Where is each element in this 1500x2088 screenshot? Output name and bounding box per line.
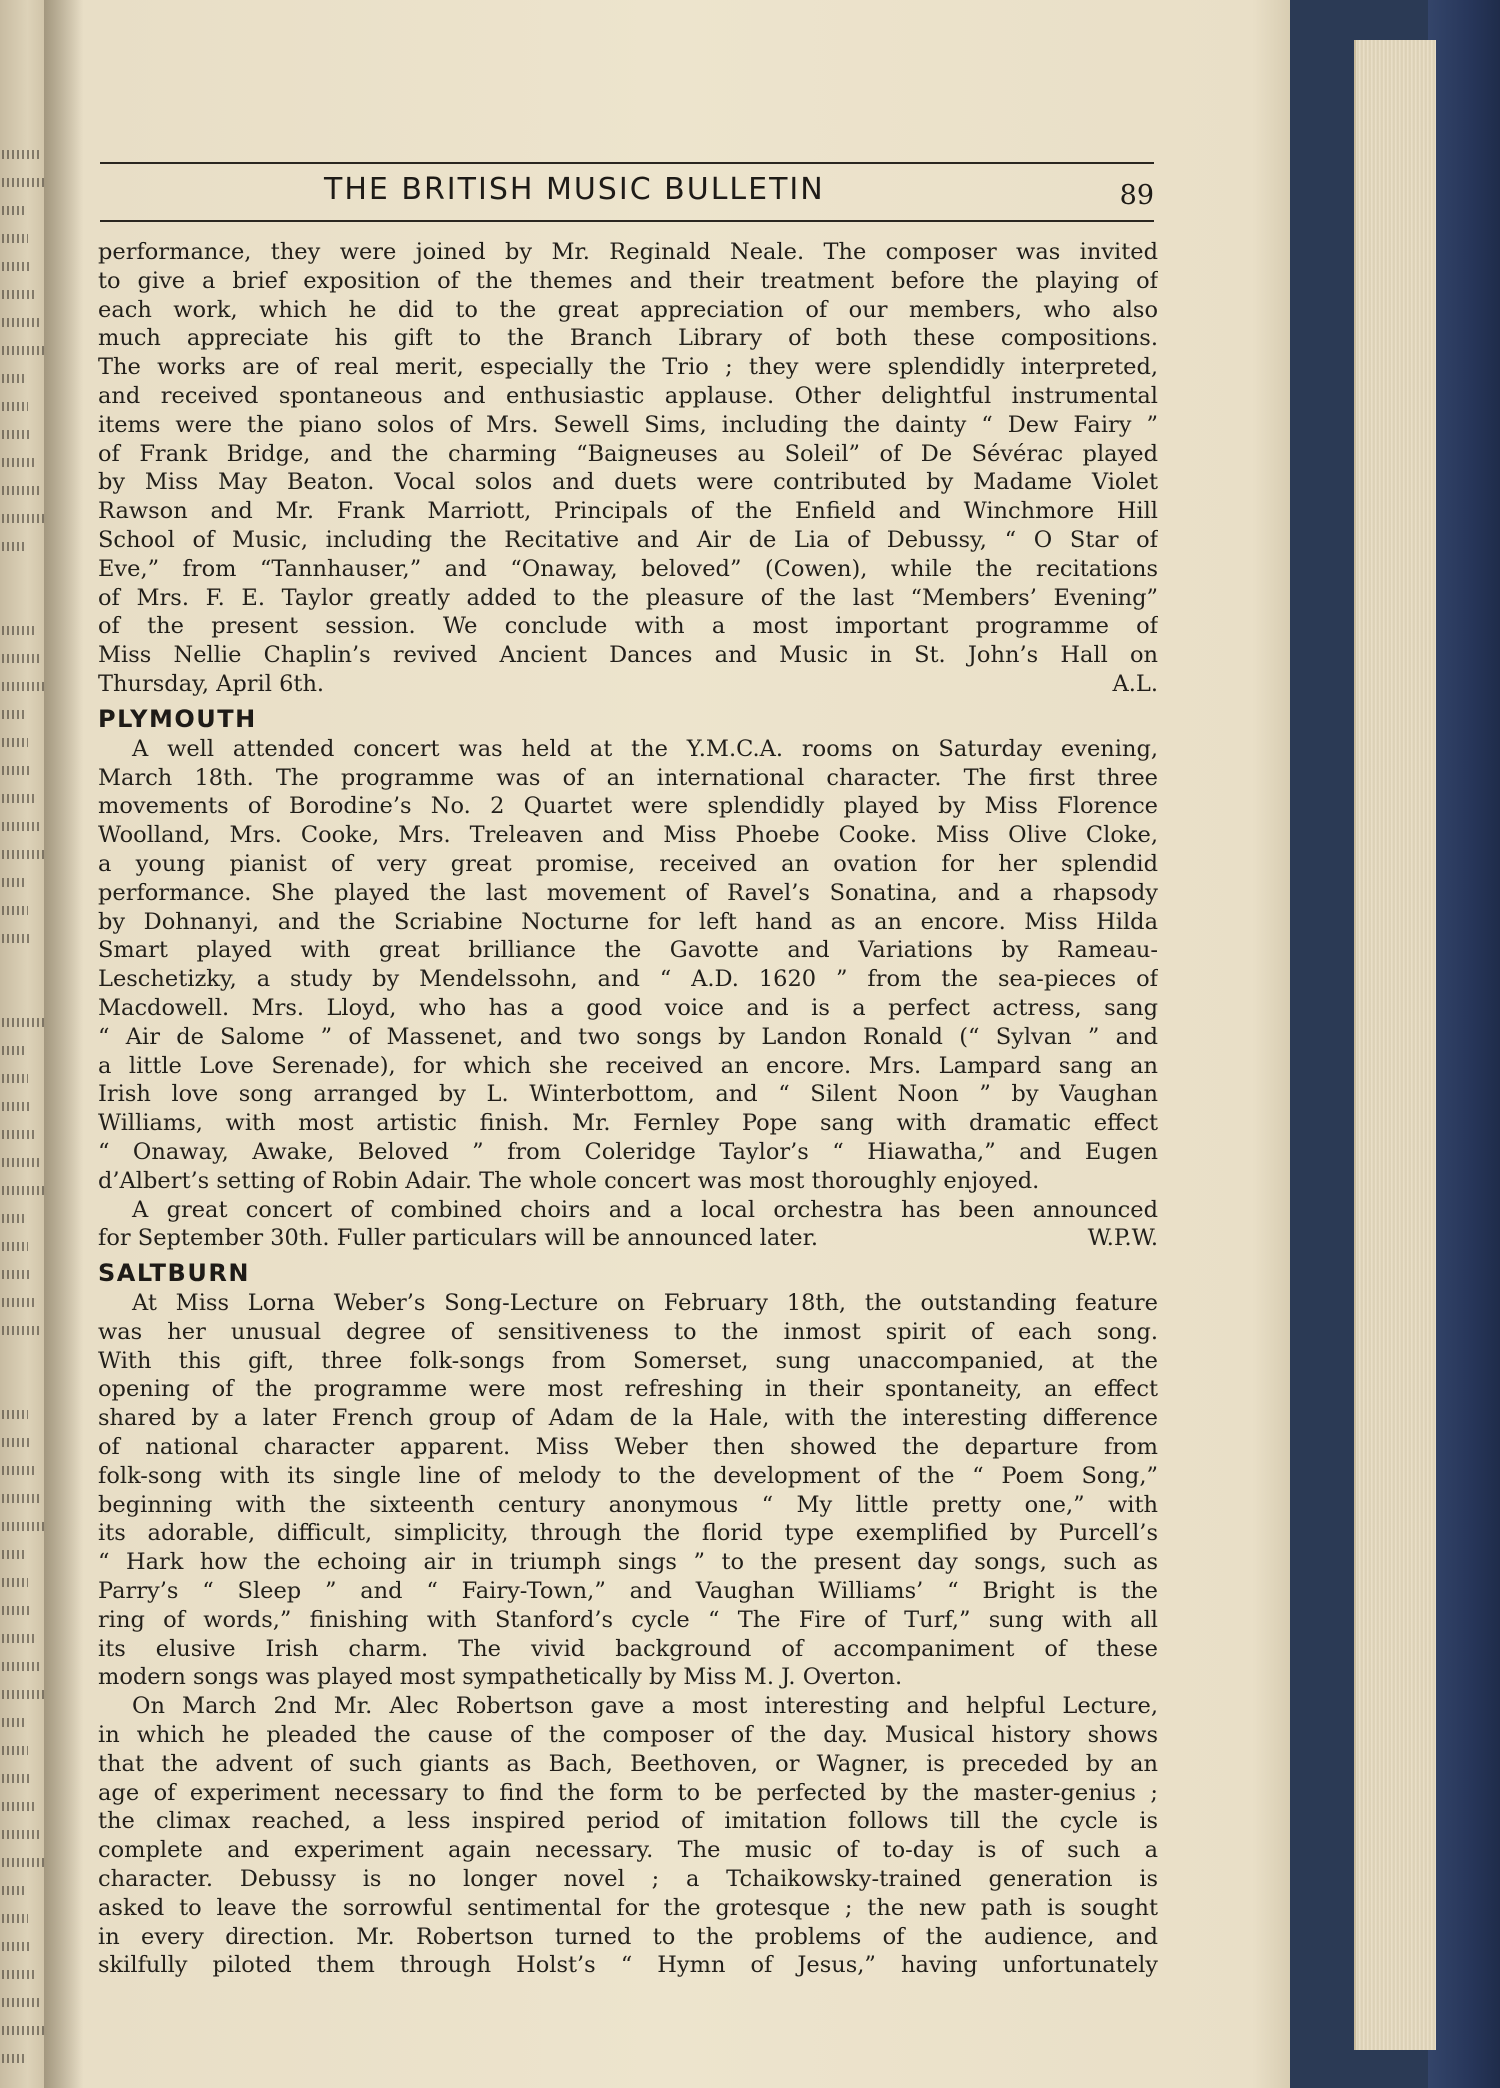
facing-page-text-fragment [2,486,40,495]
text-line: shared by a later French group of Adam de la Hale, with the interesting difference [98,1405,1158,1432]
facing-page-text-fragment [2,1690,44,1699]
facing-page-text-fragment [2,1942,32,1951]
text-line: that the advent of such giants as Bach, Beethoven, or Wagner, is preceded by an [98,1750,1158,1777]
facing-page-text-fragment [2,626,36,635]
text-line: folk-song with its single line of melody to the development of the “ Poem Song,” [98,1462,1158,1489]
facing-page-text-fragment [2,1494,40,1503]
text-line: of Frank Bridge, and the charming “Baigneuses au Soleil” of De Sévérac played [98,440,1158,467]
facing-page-text-fragment [2,1214,24,1223]
facing-page-text-fragment [2,1074,28,1083]
text-line: Macdowell. Mrs. Lloyd, who has a good voice and is a perfect actress, sang [98,994,1158,1021]
facing-page-text-fragment [2,1410,28,1419]
text-line: skilfully piloted them through Holst’s “ Hymn of Jesus,” having unfortunately [98,1952,1158,1979]
facing-page-text-fragment [2,206,24,215]
page-number: 89 [1119,180,1154,211]
text-line: a young pianist of very great promise, received an ovation for her splendid [98,850,1158,877]
text-line: A great concert of combined choirs and a local orchestra has been announced [132,1196,1158,1223]
paragraph [98,1692,1158,1980]
facing-page-text-fragment [2,1130,36,1139]
facing-page-text-fragment [2,1830,40,1839]
text-line: by Miss May Beaton. Vocal solos and duets were contributed by Madame Violet [98,469,1158,496]
facing-page-text-fragment [2,1242,28,1251]
text-line: opening of the programme were most refreshing in their spontaneity, an effect [98,1376,1158,1403]
facing-page-text-fragment [2,1270,32,1279]
facing-page-text-fragment [2,1914,28,1923]
text-line: complete and experiment again necessary. The music of to-day is of such a [98,1837,1158,1864]
facing-page-text-fragment [2,318,40,327]
facing-page-text-fragment [2,1326,40,1335]
text-line: Miss Nellie Chaplin’s revived Ancient Dances and Music in St. John’s Hall on [98,642,1158,669]
facing-page-text-fragment [2,1746,28,1755]
text-line: March 18th. The programme was of an international character. The first three [98,764,1158,791]
facing-page-text-fragment [2,1634,36,1643]
text-line: “ Onaway, Awake, Beloved ” from Coleridge Taylor’s “ Hiawatha,” and Eugen [98,1138,1158,1165]
facing-page-text-fragment [2,1858,44,1867]
facing-page-text-fragment [2,150,40,159]
text-line: Woolland, Mrs. Cooke, Mrs. Treleaven and Miss Phoebe Cooke. Miss Olive Cloke, [98,822,1158,849]
facing-page-text-fragment [2,1550,24,1559]
paragraph [98,1289,1158,1692]
section-heading: SALTBURN [98,1259,250,1288]
text-line: of the present session. We conclude with a most important programme of [98,613,1158,640]
document-page [44,0,1290,2088]
facing-page-text-fragment [2,878,24,887]
text-line: by Dohnanyi, and the Scriabine Nocturne for left hand as an encore. Miss Hilda [98,908,1158,935]
text-line: Leschetizky, a study by Mendelssohn, and “ A.D. 1620 ” from the sea-pieces of [98,966,1158,993]
text-line: in which he pleaded the cause of the composer of the day. Musical history shows [98,1722,1158,1749]
page-fore-edge [1354,40,1436,2050]
text-line: modern songs was played most sympathetically by Miss M. J. Overton. [98,1664,903,1691]
text-line: d’Albert’s setting of Robin Adair. The whole concert was most thoroughly enjoyed. [98,1167,1040,1194]
text-line: Rawson and Mr. Frank Marriott, Principals of the Enfield and Winchmore Hill [98,498,1158,525]
text-line: age of experiment necessary to find the form to be perfected by the master-genius ; [98,1779,1158,1806]
text-line: much appreciate his gift to the Branch Library of both these compositions. [98,325,1158,352]
facing-page-text-fragment [2,794,36,803]
facing-page-text-fragment [2,430,32,439]
text-line: Smart played with great brilliance the Gavotte and Variations by Rameau- [98,937,1158,964]
paragraph [98,238,1158,699]
text-line: of national character apparent. Miss Weber then showed the departure from [98,1434,1158,1461]
facing-page-text-fragment [2,1466,36,1475]
author-initials: W.P.W. [1087,1225,1158,1252]
facing-page-text-fragment [2,1578,28,1587]
running-header [100,158,1154,222]
facing-page-text-fragment [2,346,44,355]
text-line: beginning with the sixteenth century anonymous “ My little pretty one,” with [98,1491,1158,1518]
paragraph [98,735,1158,1196]
facing-page-text-fragment [2,906,28,915]
facing-page-text-fragment [2,850,44,859]
facing-page-text-fragment [2,262,32,271]
text-line: movements of Borodine’s No. 2 Quartet were splendidly played by Miss Florence [98,793,1158,820]
facing-page-text-fragment [2,458,36,467]
facing-page-text-fragment [2,1998,40,2007]
facing-page-text-fragment [2,1606,32,1615]
text-line: in every direction. Mr. Robertson turned to the problems of the audience, and [98,1923,1158,1950]
facing-page-text-fragment [2,822,40,831]
text-line-content: Thursday, April 6th. [98,670,325,697]
facing-page-text-fragment [2,934,32,943]
text-line: each work, which he did to the great appreciation of our members, who also [98,296,1158,323]
text-line: ring of words,” finishing with Stanford’s cycle “ The Fire of Turf,” sung with all [98,1606,1158,1633]
text-line [98,1224,1158,1253]
author-initials: A.L. [1112,670,1158,697]
header-rule-bottom [100,220,1154,222]
article-body [98,238,1158,1980]
facing-page-text-fragment [2,2054,24,2063]
text-line: a little Love Serenade), for which she received an encore. Mrs. Lampard sang an [98,1052,1158,1079]
facing-page-text-fragment [2,1186,44,1195]
text-line: Williams, with most artistic finish. Mr. Fernley Pope sang with dramatic effect [98,1110,1158,1137]
facing-page-text-fragment [2,1718,24,1727]
text-line: Irish love song arranged by L. Winterbottom, and “ Silent Noon ” by Vaughan [98,1081,1158,1108]
text-line: character. Debussy is no longer novel ; a Tchaikowsky-trained generation is [98,1866,1158,1893]
facing-page-text-fragment [2,1662,40,1671]
facing-page-text-fragment [2,710,24,719]
book-cover-edge [1428,0,1500,2088]
gutter-shadow [44,0,84,2088]
publication-title: THE BRITISH MUSIC BULLETIN [324,172,825,207]
facing-page-text-fragment [2,682,44,691]
text-line: At Miss Lorna Weber’s Song-Lecture on February 18th, the outstanding feature [132,1290,1158,1317]
facing-page-text-fragment [2,1046,24,1055]
header-rule-top [100,162,1154,164]
facing-page-text-fragment [2,1018,44,1027]
text-line: to give a brief exposition of the themes and their treatment before the playing of [98,267,1158,294]
text-line: was her unusual degree of sensitiveness to the inmost spirit of each song. [98,1318,1158,1345]
facing-page-text-fragment [2,1158,40,1167]
facing-page-text-fragment [2,234,28,243]
text-line: of Mrs. F. E. Taylor greatly added to the pleasure of the last “Members’ Evening” [98,584,1158,611]
text-line: “ Air de Salome ” of Massenet, and two songs by Landon Ronald (“ Sylvan ” and [98,1023,1158,1050]
text-line: asked to leave the sorrowful sentimental for the grotesque ; the new path is sought [98,1894,1158,1921]
facing-page-text-fragment [2,374,24,383]
text-line: performance. She played the last movement of Ravel’s Sonatina, and a rhapsody [98,879,1158,906]
text-line: performance, they were joined by Mr. Reginald Neale. The composer was invited [98,239,1158,265]
text-line: On March 2nd Mr. Alec Robertson gave a most interesting and helpful Lecture, [132,1693,1158,1720]
section-heading: PLYMOUTH [98,704,257,733]
text-line: its elusive Irish charm. The vivid background of accompaniment of these [98,1635,1158,1662]
text-line: A well attended concert was held at the Y.M.C.A. rooms on Saturday evening, [132,735,1158,762]
facing-page-text-fragment [2,178,44,187]
facing-page-text-fragment [2,1774,32,1783]
facing-page-text-fragment [2,738,28,747]
facing-page-text-fragment [2,2026,44,2035]
facing-page-text-fragment [2,1970,36,1979]
text-line: Parry’s “ Sleep ” and “ Fairy-Town,” and Vaughan Williams’ “ Bright is the [98,1578,1158,1605]
text-line: and received spontaneous and enthusiastic applause. Other delightful instrumental [98,382,1158,409]
facing-page-text-fragment [2,1438,32,1447]
facing-page-text-fragment [2,1522,44,1531]
text-line: its adorable, difficult, simplicity, through the florid type exemplified by Purcell’s [98,1520,1158,1547]
text-line [98,670,1158,699]
facing-page-text-fragment [2,1102,32,1111]
facing-page-text-fragment [2,402,28,411]
facing-page-text-fragment [2,514,44,523]
facing-page-text-fragment [2,1886,24,1895]
facing-page-text-fragment [2,654,40,663]
facing-page-text-fragment [2,542,24,551]
text-line: items were the piano solos of Mrs. Sewell Sims, including the dainty “ Dew Fairy ” [98,411,1158,438]
text-line: With this gift, three folk-songs from Somerset, sung unaccompanied, at the [98,1347,1158,1374]
facing-page-edge [0,0,46,2088]
text-line: School of Music, including the Recitative and Air de Lia of Debussy, “ O Star of [98,526,1158,553]
text-line: “ Hark how the echoing air in triumph sings ” to the present day songs, such as [98,1549,1158,1576]
facing-page-text-fragment [2,290,36,299]
facing-page-text-fragment [2,766,32,775]
facing-page-text-fragment [2,1298,36,1307]
text-line: the climax reached, a less inspired period of imitation follows till the cycle is [98,1808,1158,1835]
paragraph [98,1196,1158,1254]
text-line: Eve,” from “Tannhauser,” and “Onaway, beloved” (Cowen), while the recitations [98,555,1158,582]
text-line: The works are of real merit, especially the Trio ; they were splendidly interpreted, [98,354,1158,381]
facing-page-text-fragment [2,1802,36,1811]
text-line-content: for September 30th. Fuller particulars will be announced later. [98,1225,819,1252]
